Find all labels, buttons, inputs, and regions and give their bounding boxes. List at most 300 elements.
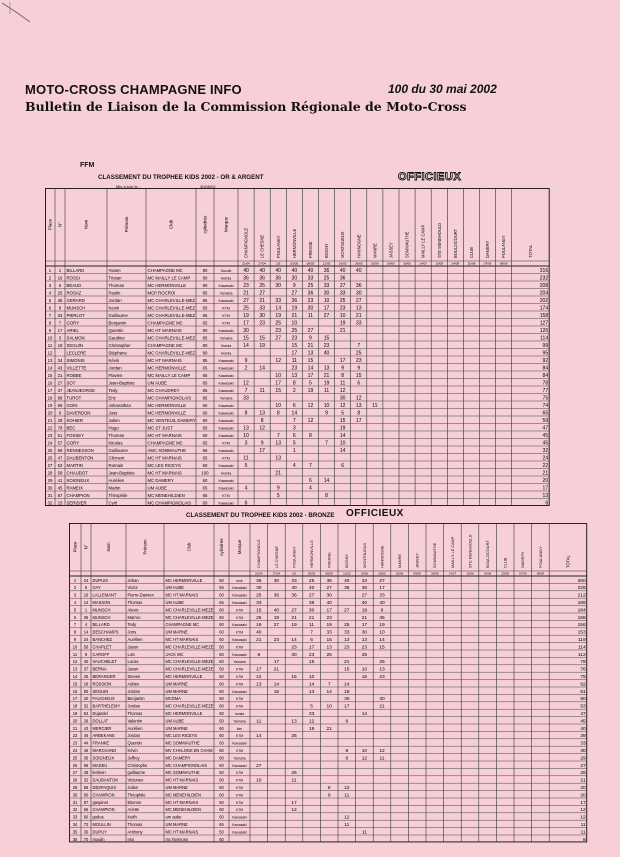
row-cc: 65 [219,585,224,591]
event-header: SOMMAUTHE [432,542,438,568]
row-points: 17 [323,305,330,312]
row-name: CHAMPION [66,492,90,498]
row-total: 47 [542,425,549,432]
row-total: 40 [580,726,586,732]
row-points: 12 [339,402,346,409]
row-cc: 60 [202,477,208,483]
row-points: 7 [310,630,313,636]
event-header: MONTGUEUX [361,542,367,568]
row-brand: KTM [222,306,230,311]
event-date: 27/04 [258,261,267,266]
row-points: 5 [244,462,248,469]
row-points: 23 [323,342,330,349]
row-brand: Kawasaki [232,741,247,746]
row-points: 19 [243,312,249,319]
row-brand: KTM [235,667,244,672]
col-header: Nom [105,542,111,552]
row-points: 27 [256,763,262,769]
row-points: 5 [309,380,312,387]
row-club: UM MARNE [165,784,188,790]
row-brand: Kawasaki [232,822,247,827]
row-total: 11 [580,822,586,828]
row-total: 114 [540,335,549,342]
row-name: MUNSCH [66,305,86,311]
row-name: GORY [66,440,80,446]
row-firstname: Benjamin [108,320,127,326]
row-number: 36 [83,614,89,620]
row-name: LALLEMANT [92,592,117,598]
row-name: BILLARD [92,622,110,628]
row-brand: mck [236,578,243,583]
row-total: 59 [542,417,549,424]
row-points: 23 [243,282,249,289]
row-points: 30 [339,395,346,402]
row-club: MC VENTEUIL DAMERY [147,417,196,423]
row-firstname: Quentin [127,740,142,746]
row-firstname: Nicolas [108,440,123,446]
row-name: Dujardel [92,710,108,716]
row-points: 12 [259,425,265,432]
row-brand: Honda [220,351,232,356]
row-total: 92 [542,357,549,364]
row-place: 20 [72,718,78,724]
row-total: 84 [542,365,549,372]
row-cc: 60 [219,688,224,694]
row-cc: 65 [202,365,208,371]
row-club: UM MARNE [165,629,188,635]
row-club: CHAMPAGNE MC [147,342,183,348]
row-club: MC SOMMAUTHE [165,740,200,746]
row-club: MC DAMERY [165,755,191,761]
row-total: 53 [580,704,586,710]
row-name: CHAPLET [92,644,112,650]
row-name: GOIN [66,402,78,408]
row-place: 7 [73,622,77,628]
row-points: 15 [291,674,297,680]
row-points: 7 [276,432,280,439]
row-place: 19 [72,710,78,716]
row-cc: 65 [202,425,208,431]
row-points: 19 [307,387,314,394]
bulletin-title: MOTO-CROSS CHAMPAGNE INFO [25,82,242,97]
row-points: 33 [344,630,350,636]
row-firstname: Thomas [127,710,143,716]
row-points: 14 [275,305,282,312]
row-total: 78 [542,380,549,387]
row-name: FAUCHEUX [92,696,115,702]
row-total: 212 [577,593,586,599]
row-name: BEC [66,425,76,431]
row-firstname: Quentin [108,327,124,333]
row-total: 29 [580,756,586,762]
row-name: BERANGER [92,673,116,679]
row-brand: KTM [235,793,244,798]
event-date: 30/06 [431,571,439,576]
row-cc: 60 [219,792,224,798]
row-name: FOSSEY [66,432,84,438]
row-total: 76 [580,667,586,673]
row-points: 13 [256,682,262,688]
row-total: 61 [580,689,586,695]
row-club: UM AUBE [165,585,184,591]
row-cc: 60 [219,651,224,657]
row-name: ROSSION [92,681,112,687]
row-points: 3 [292,425,296,432]
row-points: 9 [357,365,361,372]
row-total: 99 [542,342,549,349]
col-header: N° [83,544,89,550]
row-points: 25 [339,297,346,304]
row-brand: Kawasaki [218,388,234,393]
event-header: BOULZICOURT [452,228,458,258]
row-points: 21 [256,637,262,643]
row-total: 12 [580,815,586,821]
row-points: 11 [259,387,265,394]
row-cc: 60 [219,710,224,716]
row-points: 40 [355,267,362,274]
row-points: 15 [361,674,368,680]
row-firstname: Tedy [108,387,118,393]
event-date: 07/09 [483,261,492,266]
row-club: MC HT MARNAIS [147,455,182,461]
row-number: 47 [57,455,63,461]
row-name: BANCHEZ [92,636,113,642]
row-points: 15 [344,667,350,673]
event-date: 08/05 [325,571,333,576]
row-points: 19 [291,623,297,629]
row-points: 33 [256,600,262,606]
row-firstname: Thomas [127,599,143,605]
event-header: LE CHESNE [273,546,279,568]
row-points: 19 [291,305,298,312]
row-total: 166 [577,615,586,621]
row-place: 26 [47,455,53,461]
row-points: 13 [379,667,385,673]
row-number: 46 [83,733,89,739]
row-points: 19 [361,608,368,614]
row-points: 6 [341,462,345,469]
row-points: 6 [345,756,349,762]
row-points: 25 [326,652,332,658]
row-points: 30 [361,630,368,636]
row-number: 1 [84,607,88,613]
row-firstname: Christopher [108,342,131,348]
row-cc: 65 [202,485,208,491]
row-points: 30 [379,697,385,703]
row-brand: Kawasaki [218,501,234,506]
row-club: MC LES RICEYS [147,462,181,468]
row-firstname: Loïc [127,651,136,657]
row-club: MC CHARLEVILLE-MEZ [147,335,196,341]
row-total: 30 [580,748,586,754]
row-points: 7 [327,682,331,688]
row-name: BILLARD [66,267,85,273]
row-firstname: Romain [108,462,124,468]
row-points: 14 [339,432,346,439]
row-brand: Kawasaki [218,298,234,303]
row-cc: 65 [202,380,208,386]
row-points: 33 [307,275,314,282]
row-points: 6 [309,477,312,484]
row-place: 8 [73,629,77,635]
row-club: um aube [165,814,182,820]
row-cc: 60 [219,629,224,635]
row-brand: Honda [220,343,232,348]
row-brand: KTM [222,441,230,446]
row-name: LECLERE [66,350,87,356]
row-points: 14 [344,682,350,688]
event-header: BOGNY [344,554,350,568]
event-date: 05/05 [307,571,316,576]
row-place: 24 [47,440,53,446]
row-total: 184 [577,608,586,614]
row-name: TUROT [66,395,82,401]
row-points: 30 [243,327,249,334]
row-place: 16 [47,380,53,386]
row-points: 21 [243,290,249,297]
row-points: 6 [244,500,248,506]
row-points: 25 [256,615,262,621]
row-firstname: Joss [108,410,118,416]
row-cc: 65 [202,312,208,318]
row-club: MC ST JUST [147,425,173,431]
row-total: 17 [580,800,586,806]
row-points: 33 [339,290,346,297]
row-points: 23 [361,645,368,651]
row-name: MARCHAND [92,747,117,753]
row-points: 14 [326,689,332,695]
row-points: 23 [308,652,315,658]
row-total: 21 [580,778,586,784]
row-points: 7 [325,440,328,447]
row-name: BARTHELEMY [92,703,121,709]
row-firstname: Yoann [108,267,121,273]
row-points: 5 [276,492,280,499]
row-name: SOHIER [66,417,83,423]
row-points: 33 [361,578,368,584]
row-points: 23 [339,305,346,312]
row-cc: 60 [219,814,224,820]
row-place: 8 [48,320,52,326]
row-brand: Kawasaki [218,478,234,483]
row-name: ROSSI [66,275,80,281]
row-brand: Kawasaki [218,283,234,288]
row-cc: 65 [219,821,224,827]
row-place: 31 [47,492,53,498]
row-points: 25 [323,275,330,282]
row-club: MC HERMONVILLE [165,673,203,679]
row-points: 23 [344,645,350,651]
row-points: 36 [355,282,362,289]
row-total: 32 [542,447,549,454]
row-place: 23 [47,432,53,438]
row-points: 17 [344,704,350,710]
row-points: 17 [291,800,297,806]
row-points: 36 [291,297,298,304]
row-place: 6 [48,305,52,311]
row-points: 17 [355,417,362,424]
row-points: 10 [339,312,346,319]
row-brand: Kawasaki [218,366,234,371]
row-points: 30 [355,290,362,297]
row-firstname: Kévin [108,357,120,363]
row-club: MC CHARLEVILLE-MEZE [165,666,214,672]
row-name: DAUBENTON [66,455,94,461]
row-points: 10 [361,748,368,754]
row-firstname: Jason [127,666,139,672]
row-firstname: eloi [127,836,134,842]
row-points: 27 [259,290,265,297]
row-total: 260 [577,578,586,584]
row-name: FRANKE [92,740,110,746]
event-header: MANRE [397,554,403,568]
row-number: 4 [84,622,88,628]
row-firstname: Gauthier [108,335,125,341]
row-cc: 60 [219,703,224,709]
row-points: 25 [291,327,298,334]
row-number: 17 [57,327,63,333]
row-points: 30 [307,305,314,312]
row-firstname: Aurélien [108,477,125,483]
col-header: Prénom [142,539,148,555]
event-date: 1/5 [276,261,281,266]
col-header: cylindrée [218,538,224,556]
row-points: 11 [323,387,330,394]
row-points: 17 [275,380,282,387]
row-cc: 60 [219,725,224,731]
row-points: 25 [361,652,368,658]
row-club: MC CHARLEVILLE-MEZE [165,614,214,620]
row-place: 5 [73,607,77,613]
row-place: 30 [72,792,78,798]
row-name: BERNA [92,666,107,672]
row-points: 30 [256,586,262,592]
row-points: 30 [273,578,280,584]
row-place: 36 [72,836,78,842]
row-cc: 80 [202,342,208,348]
row-total: 95 [542,350,549,357]
row-brand: Kawasaki [218,328,234,333]
row-place: 27 [72,770,78,776]
row-total: 158 [539,312,549,319]
row-number: 56 [83,644,89,650]
row-brand: Kawasaki [232,763,247,768]
row-cc: 85 [202,297,208,303]
row-brand: KTM [235,674,244,679]
row-cc: 60 [219,762,224,768]
row-number: 66 [83,807,89,813]
row-points: 8 [357,410,361,417]
row-cc: 50 [219,829,224,835]
row-brand: Kawasaki [218,448,234,453]
row-name: CAROFF [92,651,110,657]
row-firstname: Anthony [127,829,143,835]
row-points: 8 [325,492,328,499]
row-firstname: Victorien [127,777,144,783]
row-number: 34 [57,357,63,363]
row-name: DUPUIS [92,577,108,583]
row-points: 27 [307,327,314,334]
row-points: 14 [291,410,298,417]
row-club: MC CHARLEVILLE-MEZE [165,607,214,613]
event-date: 14/07 [448,571,457,576]
row-cc: 65 [219,599,224,605]
row-points: 21 [275,470,282,477]
row-place: 35 [72,829,78,835]
event-header: STE MENEHOULD [467,534,473,568]
row-points: 9 [341,365,345,372]
table2-title: CLASSEMENT DU TROPHEE KIDS 2002 - BRONZE [186,512,335,519]
event-date: 19/05 [338,261,347,266]
row-firstname: Lucas [127,659,139,665]
row-points: 36 [259,275,265,282]
row-number: 50 [83,688,89,694]
row-name: CHAMPION [92,807,115,813]
row-points: 40 [273,608,280,614]
event-date: 30/06 [403,261,411,266]
row-points: 11 [309,623,315,629]
row-cc: 60 [202,402,208,408]
row-points: 40 [243,267,249,274]
row-points: 13 [275,455,282,462]
row-points: 23 [259,320,265,327]
row-number: 21 [57,372,63,378]
row-club: MC CHAMPIGNOLAIS [147,395,192,401]
row-points: 36 [291,593,297,599]
row-number: 33 [57,312,63,318]
row-total: 202 [539,297,549,304]
row-name: gaspinet [92,799,108,805]
row-points: 27 [355,297,362,304]
row-points: 14 [361,711,368,717]
row-points: 25 [344,623,350,629]
row-total: 189 [577,600,586,606]
row-points: 27 [291,290,298,297]
row-total: 33 [580,741,586,747]
row-firstname: Jordan [127,703,141,709]
row-club: CHAMPAGNE MC [147,440,183,446]
row-total: 77 [542,387,549,394]
event-header: CLUB [468,247,474,258]
row-brand: Kawasaki [232,689,247,694]
row-name: ARBEKANE [92,733,115,739]
row-points: 9 [276,485,280,492]
row-place: 29 [47,477,53,483]
row-firstname: Keith [127,814,137,820]
row-firstname: Paulin [108,290,121,296]
row-club: MC CHARLEVILLE-MEZ [147,305,196,311]
row-firstname: Eric [108,395,116,401]
row-number: 23 [57,500,63,506]
event-date: 26/05 [378,571,386,576]
row-name: GORY [66,320,80,326]
row-firstname: Ariette [127,807,140,813]
row-name: SEGUIN [66,342,83,348]
row-club: MCP ROCROI [147,290,176,296]
row-points: 36 [273,593,280,599]
row-points: 3 [244,440,248,447]
row-firstname: Tristan [108,275,122,281]
row-place: 25 [47,447,53,453]
row-brand: Kawasaki [218,403,234,408]
row-cc: 80 [202,282,208,288]
row-firstname: Adrien [127,681,140,687]
row-total: 75 [542,395,549,402]
row-total: 204 [539,290,549,297]
row-points: 11 [361,830,367,836]
row-club: JACK MC [165,651,184,657]
row-total: 20 [542,477,549,484]
